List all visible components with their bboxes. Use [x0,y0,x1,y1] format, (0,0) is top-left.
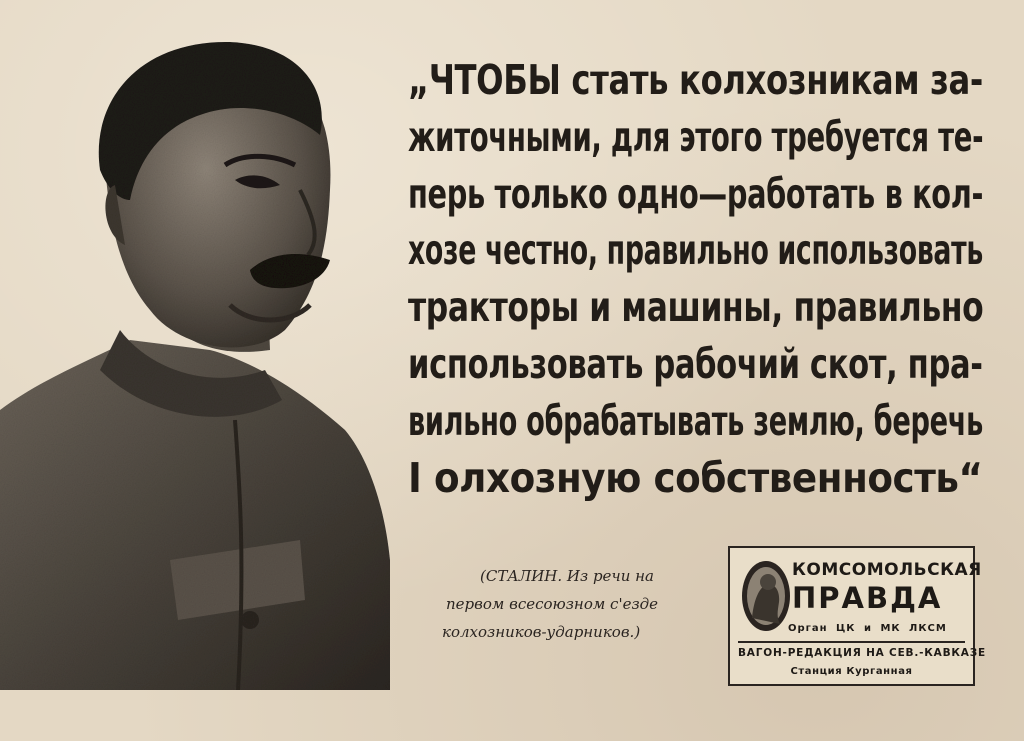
lenin-medallion-icon [740,558,792,638]
quote-line: житочными, для этого требуется те- [408,112,983,161]
citation-line: (СТАЛИН. Из речи на [480,567,655,585]
quote-line: использовать рабочий скот, пра- [408,339,983,388]
masthead-organ: Орган ЦК и МК ЛКСМ [788,623,947,634]
masthead-title-main: ПРАВДА [792,581,943,615]
newspaper-masthead [728,546,986,686]
quote-line: „ЧТОБЫ стать колхозникам за- [408,56,983,104]
masthead-divider [738,641,965,643]
stalin-quote [408,52,983,506]
quote-line: тракторы и машины, правильно [408,283,983,332]
citation-line: колхозников-ударников.) [442,623,641,641]
portrait-photo [0,40,390,690]
citation-line: первом всесоюзном с'езде [446,595,659,613]
masthead-title-top: КОМСОМОЛЬСКАЯ [792,560,982,580]
quote-line: I олхозную собственность“ [408,453,983,502]
quote-line: перь только одно—работать в кол- [408,169,983,218]
quote-line: вильно обрабатывать землю, беречь [408,396,983,445]
masthead-station: Станция Курганная [790,666,913,677]
quote-line: хозе честно, правильно использовать [408,226,983,275]
quote-citation [436,562,726,646]
portrait-illustration [0,40,390,690]
masthead-wagon-edition: ВАГОН-РЕДАКЦИЯ НА СЕВ.-КАВКАЗЕ [738,647,986,659]
